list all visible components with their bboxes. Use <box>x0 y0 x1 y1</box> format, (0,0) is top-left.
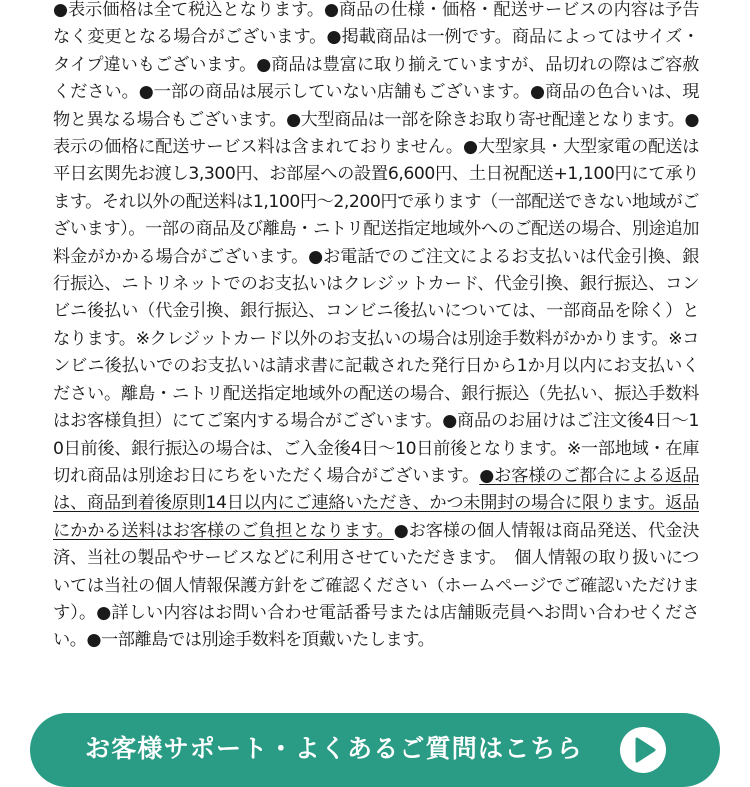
notice-return-policy: ●お客様のご都合による返品は、商品到着後原則14日以内にご連絡いただき、かつ未開封の場合に限ります。返品にかかる送料はお客様のご負担となります。 <box>53 465 699 541</box>
notice-general: ●表示価格は全て税込となります。●商品の仕様・価格・配送サービスの内容は予告なく変更となる場合がございます。●掲載商品は一例です。商品によってはサイズ・タイプ違いもございます。●商品は豊富に取り揃えていますが、品切れの際はご容赦ください。●一部の商品は展示していない店舗もございます。●商品の色合いは、現物と異なる場合もございます。●大型商品は一部を除きお取り寄せ配達となります。●表示の価格に配送サービス料は含まれておりません。●大型家具・大型家電の配送は平日玄関先お渡し3,300円、お部屋への設置6,600円、土日祝配送+1,100円にて承ります。それ以外の配送料は1,100円〜2,200円で承ります（一部配送できない地域がございます）。一部の商品及び離島・ニトリ配送指定地域外へのご配送の場合、別途追加料金がかかる場合がございます。●お電話でのご注文によるお支払いは代金引換、銀行振込、ニトリネットでのお支払いはクレジットカード、代金引換、銀行振込、コンビニ後払い（代金引換、銀行振込、コンビニ後払いについては、一部商品を除く）となります。※クレジットカード以外のお支払いの場合は別途手数料がかかります。※コンビニ後払いでのお支払いは請求書に記載された発行日から1か月以内にお支払いください。離島・ニトリ配送指定地域外の配送の場合、銀行振込（先払い、振込手数料はお客様負担）にてご案内する場合がございます。●商品のお届けはご注文後4日〜10日前後、銀行振込の場合は、ご入金後4日〜10日前後となります。※一部地域・在庫切れ商品は別途お日にちをいただく場合がございます。 <box>53 0 699 486</box>
support-button-label: お客様サポート・よくあるご質問はこちら <box>85 734 583 763</box>
support-faq-button[interactable] <box>30 713 720 787</box>
notice-text <box>53 0 699 655</box>
notice-privacy: ●お客様の個人情報は商品発送、代金決済、当社の製品やサービスなどに利用させていただきます。 個人情報の取り扱いについては当社の個人情報保護方針をご確認ください（ホームページでご確認いただけます）。●詳しい内容はお問い合わせ電話番号または店舗販売員へお問い合わせください。●一部離島では別途手数料を頂戴いたします。 <box>53 520 699 651</box>
play-arrow-icon <box>620 727 666 773</box>
